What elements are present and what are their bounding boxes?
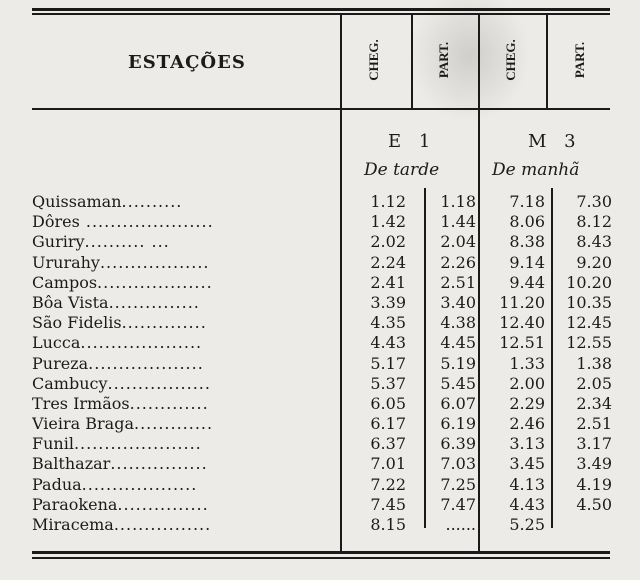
leader-dots: ............... [117,494,209,514]
arrival-e1: 4.35 [370,313,406,333]
column-header-departure-1: PART. [436,41,451,79]
station-name: Balthazar................ [32,454,208,474]
top-rule-thin [32,13,610,15]
arrival-e1: 2.24 [370,252,406,272]
arrival-m3: 3.13 [509,434,545,454]
departure-e1: 7.03 [440,454,476,474]
leader-dots: .................... [80,333,203,353]
departure-e1: 5.19 [440,353,476,373]
column-divider [546,15,548,108]
departure-m3: 2.34 [576,393,612,413]
arrival-e1: 6.05 [370,393,406,413]
table-row [32,354,612,374]
table-row [32,475,612,495]
departure-m3: 10.35 [566,292,612,312]
departure-e1: 6.07 [440,393,476,413]
arrival-e1: 1.12 [370,192,406,211]
departure-e1: 4.38 [440,313,476,333]
leader-dots: ................ [113,515,212,534]
departure-e1: 3.40 [440,292,476,312]
table-row [32,414,612,434]
arrival-e1: 5.17 [370,353,406,373]
period-morning: De manhã [492,160,580,180]
leader-dots: ..................... [79,212,214,232]
column-divider [411,15,413,108]
arrival-m3: 2.29 [509,393,545,413]
departure-m3: 8.12 [576,212,612,232]
arrival-m3: 9.14 [509,252,545,272]
arrival-m3: 4.13 [509,474,545,494]
arrival-m3: 4.43 [509,494,545,514]
leader-dots: ............. [133,414,214,434]
table-row [32,192,612,212]
departure-m3: 12.45 [566,313,612,333]
table-row [32,374,612,394]
departure-m3: 3.49 [576,454,612,474]
station-name: Campos................... [32,272,213,292]
column-header-arrival-1: CHEG. [366,39,381,81]
station-name: Dôres ..................... [32,212,214,232]
departure-e1: 2.26 [440,252,476,272]
arrival-e1: 7.22 [370,474,406,494]
station-name: São Fidelis.............. [32,313,207,333]
train-e1-label: E 1 [388,131,437,152]
period-afternoon: De tarde [364,160,440,180]
table-row [32,273,612,293]
station-name: Vieira Braga............. [32,414,214,434]
arrival-e1: 8.15 [370,515,406,534]
table-row [32,434,612,454]
station-name: Padua................... [32,474,198,494]
table-row [32,515,612,535]
station-name: Cambucy................. [32,373,211,393]
column-header-arrival-2: CHEG. [503,39,518,81]
station-name: Pureza................... [32,353,204,373]
departure-e1: 1.18 [440,192,476,211]
leader-dots: .......... ... [84,232,170,252]
table-row [32,293,612,313]
departure-m3: 2.51 [576,414,612,434]
table-row [32,232,612,252]
departure-m3: 10.20 [566,272,612,292]
leader-dots: ................. [107,373,211,393]
departure-e1: 5.45 [440,373,476,393]
departure-e1: ...... [445,515,476,534]
arrival-e1: 4.43 [370,333,406,353]
station-name: Funil..................... [32,434,202,454]
table-row [32,212,612,232]
arrival-e1: 7.45 [370,494,406,514]
arrival-e1: 2.02 [370,232,406,252]
leader-dots: .............. [121,313,207,333]
departure-e1: 6.39 [440,434,476,454]
arrival-m3: 11.20 [499,292,545,312]
arrival-m3: 8.38 [509,232,545,252]
top-rule [32,8,610,11]
departure-m3: 2.05 [576,373,612,393]
departure-e1: 7.47 [440,494,476,514]
leader-dots: ..................... [73,434,202,454]
departure-e1: 1.44 [440,212,476,232]
station-name: Ururahy.................. [32,252,210,272]
departure-m3: 8.43 [576,232,612,252]
arrival-e1: 2.41 [370,272,406,292]
table-row [32,313,612,333]
departure-m3: 1.38 [576,353,612,373]
station-name: Bôa Vista............... [32,292,200,312]
departure-m3: 4.19 [576,474,612,494]
arrival-e1: 3.39 [370,292,406,312]
timetable-rows [32,192,612,535]
departure-m3: 9.20 [576,252,612,272]
table-row [32,253,612,273]
table-row [32,454,612,474]
leader-dots: .................. [99,252,210,272]
leader-dots: .......... [121,192,183,211]
leader-dots: ............. [129,393,209,413]
arrival-e1: 6.37 [370,434,406,454]
bottom-rule [32,551,610,554]
stations-heading: ESTAÇÕES [128,52,246,73]
leader-dots: ................... [97,272,213,292]
departure-m3: 7.30 [576,192,612,211]
arrival-m3: 2.46 [509,414,545,434]
departure-e1: 7.25 [440,474,476,494]
column-header-departure-2: PART. [572,41,587,79]
arrival-e1: 7.01 [370,454,406,474]
arrival-m3: 2.00 [509,373,545,393]
departure-m3: 12.55 [566,333,612,353]
leader-dots: ................... [88,353,204,373]
arrival-e1: 1.42 [370,212,406,232]
arrival-m3: 3.45 [509,454,545,474]
station-name: Lucca.................... [32,333,203,353]
arrival-e1: 6.17 [370,414,406,434]
departure-e1: 4.45 [440,333,476,353]
departure-e1: 2.04 [440,232,476,252]
leader-dots: ............... [108,292,200,312]
departure-m3: 4.50 [576,494,612,514]
arrival-m3: 1.33 [509,353,545,373]
arrival-m3: 12.51 [499,333,545,353]
arrival-m3: 7.18 [509,192,545,211]
station-name: Tres Irmãos............. [32,393,209,413]
station-name: Guriry.......... ... [32,232,170,252]
arrival-e1: 5.37 [370,373,406,393]
arrival-m3: 8.06 [509,212,545,232]
departure-m3: 3.17 [576,434,612,454]
header-rule [32,108,610,110]
table-row [32,495,612,515]
arrival-m3: 5.25 [509,515,545,534]
train-m3-label: M 3 [528,131,582,152]
leader-dots: ................ [110,454,208,474]
table-row [32,333,612,353]
departure-e1: 6.19 [440,414,476,434]
station-name: Miracema................ [32,515,212,534]
leader-dots: ................... [81,474,198,494]
station-name: Quissaman.......... [32,192,183,211]
station-name: Paraokena............... [32,494,209,514]
table-row [32,394,612,414]
bottom-rule-thin [32,557,610,559]
arrival-m3: 9.44 [509,272,545,292]
arrival-m3: 12.40 [499,313,545,333]
departure-e1: 2.51 [440,272,476,292]
